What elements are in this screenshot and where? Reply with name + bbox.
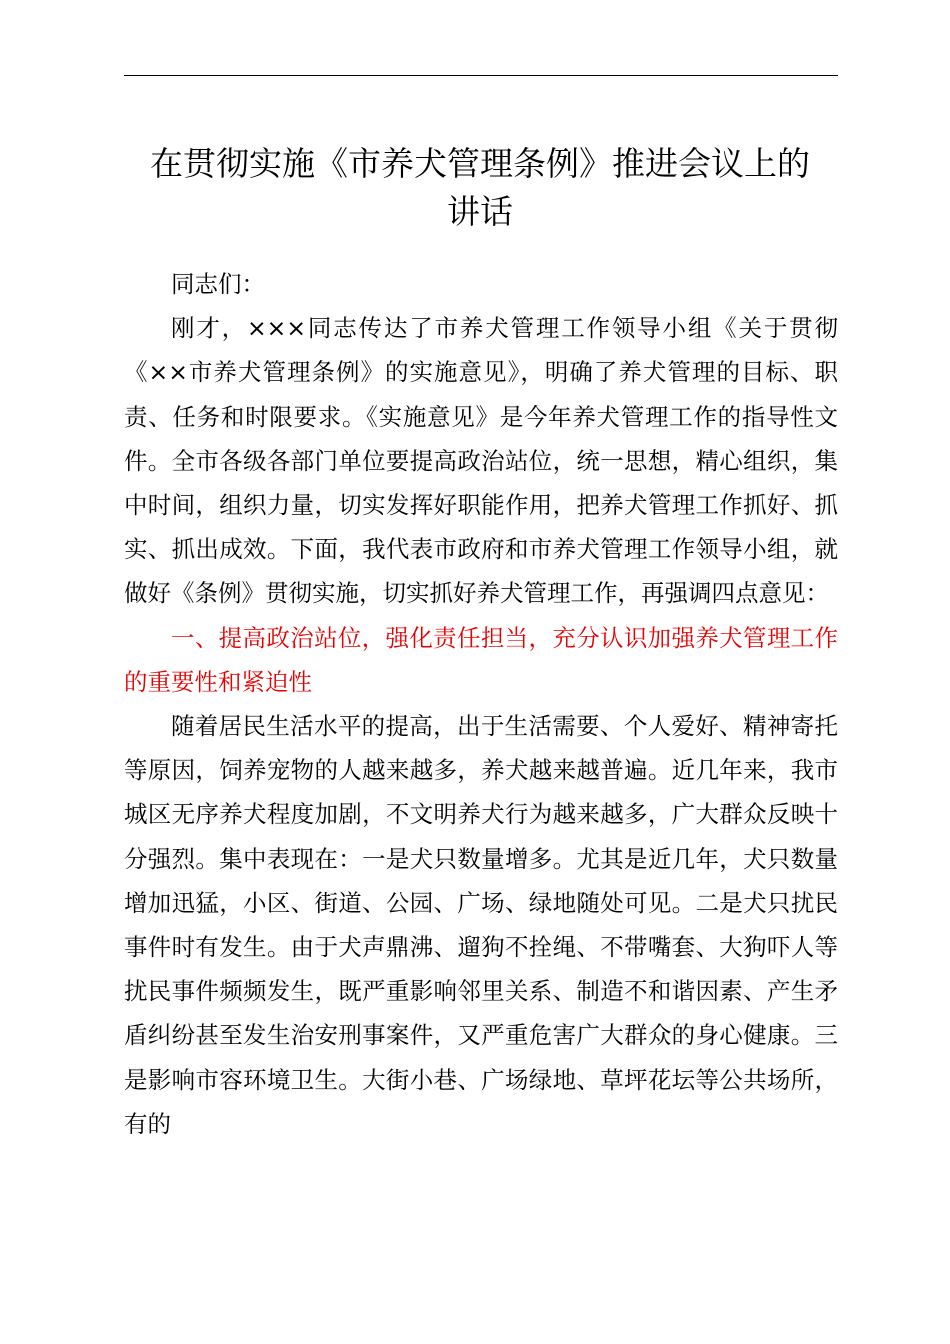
title-line-2: 讲话 <box>447 192 513 231</box>
section-heading-1: 一、提高政治站位，强化责任担当，充分认识加强养犬管理工作的重要性和紧迫性 <box>124 623 838 696</box>
paragraph-section-1: 随着居民生活水平的提高，出于生活需要、个人爱好、精神寄托等原因，饲养宠物的人越来越多，养犬越来越普遍。近几年来，我市城区无序养犬程度加剧，不文明养犬行为越来越多，广大群众反映十分强烈。集中表现在：一是犬只数量增多。尤其是近几年，犬只数量增加迅猛，小区、街道、公园、广场、绿地随处可见。二是犬只扰民事件时有发生。由于犬声鼎沸、遛狗不拴绳、不带嘴套、大狗吓人等扰民事件频频发生，既严重影响邻里关系、制造不和谐因素、产生矛盾纠纷甚至发生治安刑事案件，又严重危害广大群众的身心健康。三是影响市容环境卫生。大街小巷、广场绿地、草坪花坛等公共场所，有的 <box>124 712 838 1138</box>
salutation: 同志们： <box>171 270 265 298</box>
paragraph-intro: 刚才，×××同志传达了市养犬管理工作领导小组《关于贯彻《××市养犬管理条例》的实施意见》，明确了养犬管理的目标、职责、任务和时限要求。《实施意见》是今年养犬管理工作的指导性文件。全市各级各部门单位要提高政治站位，统一思想，精心组织，集中时间，组织力量，切实发挥好职能作用，把养犬管理工作抓好、抓实、抓出成效。下面，我代表市政府和市养犬管理工作领导小组，就做好《条例》贯彻实施，切实抓好养犬管理工作，再强调四点意见： <box>124 314 838 608</box>
title-line-1: 在贯彻实施《市养犬管理条例》推进会议上的 <box>150 144 810 183</box>
document-title <box>100 140 860 236</box>
header-rule <box>124 75 838 76</box>
document-body <box>124 262 838 1146</box>
